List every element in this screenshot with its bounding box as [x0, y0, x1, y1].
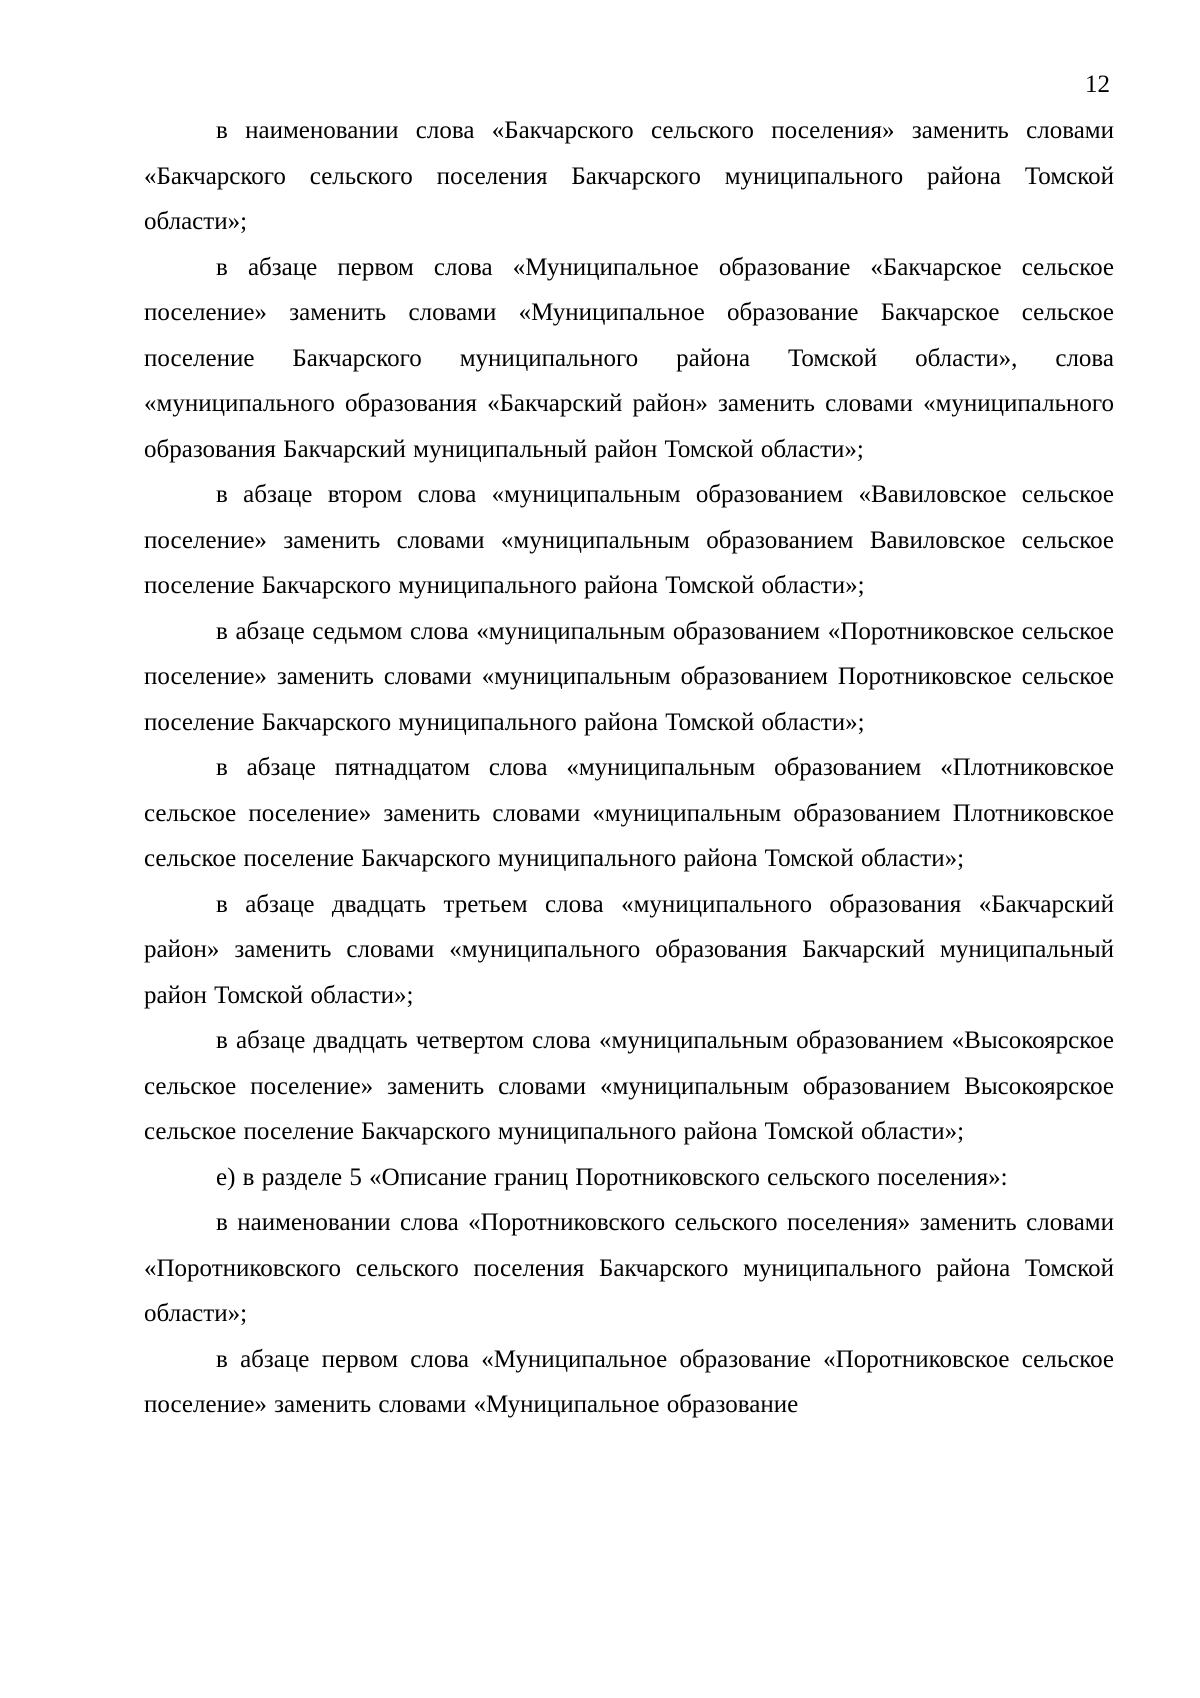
- paragraph: е) в разделе 5 «Описание границ Поротниковского сельского поселения»:: [216, 1163, 1008, 1191]
- paragraph: в абзаце двадцать третьем слова «муниципального образования «Бакчарский район» заменить словами «муниципального образования Бакчарский муниципальный район Томской области»;: [144, 890, 1114, 1009]
- paragraph: в абзаце первом слова «Муниципальное образование «Бакчарское сельское поселение» заменить словами «Муниципальное образование Бакчарское сельское поселение Бакчарского муниципального района Томской области», слова «муниципального образования «Бакчарский район» заменить словами «муниципального образования Бакчарский муниципальный район Томской области»;: [144, 253, 1114, 463]
- paragraph: в абзаце двадцать четвертом слова «муниципальным образованием «Высокоярское сельское поселение» заменить словами «муниципальным образованием Высокоярское сельское поселение Бакчарского муниципального района Томской области»;: [144, 1027, 1114, 1145]
- paragraph: в абзаце первом слова «Муниципальное образование «Поротниковское сельское поселение» заменить словами «Муниципальное образование: [144, 1345, 1114, 1418]
- paragraph: в абзаце втором слова «муниципальным образованием «Вавиловское сельское поселение» заменить словами «муниципальным образованием Вавиловское сельское поселение Бакчарского муниципального района Томской области»;: [144, 481, 1114, 599]
- page-number: 12: [1085, 71, 1110, 98]
- paragraph: в наименовании слова «Поротниковского сельского поселения» заменить словами «Поротниковского сельского поселения Бакчарского муниципального района Томской области»;: [144, 1209, 1114, 1327]
- paragraph: в абзаце седьмом слова «муниципальным образованием «Поротниковское сельское поселение» заменить словами «муниципальным образованием Поротниковское сельское поселение Бакчарского муниципального района Томской области»;: [144, 617, 1114, 736]
- document-body: [144, 108, 1114, 1428]
- paragraph: в абзаце пятнадцатом слова «муниципальным образованием «Плотниковское сельское поселение» заменить словами «муниципальным образованием Плотниковское сельское поселение Бакчарского муниципального района Томской области»;: [144, 754, 1114, 872]
- paragraph: в наименовании слова «Бакчарского сельского поселения» заменить словами «Бакчарского сельского поселения Бакчарского муниципального района Томской области»;: [144, 117, 1114, 235]
